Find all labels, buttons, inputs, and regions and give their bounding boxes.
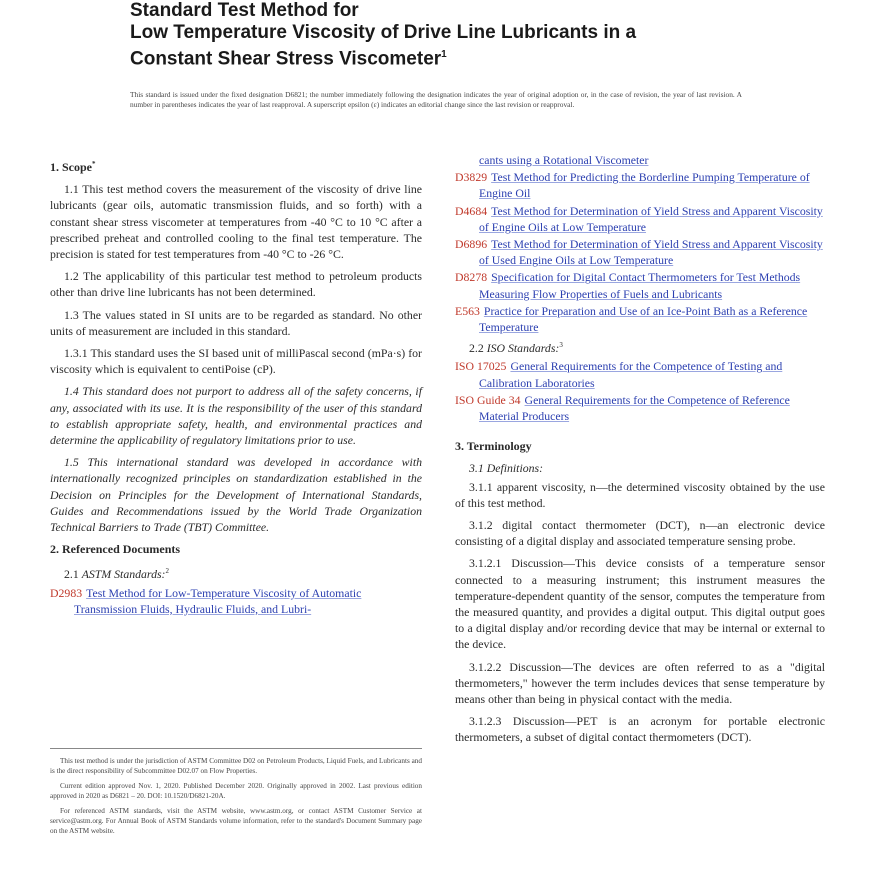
ref-d4684[interactable] — [455, 203, 825, 235]
title-block — [130, 0, 770, 70]
ref-iso-guide-34[interactable] — [455, 392, 825, 424]
title-line-1: Standard Test Method for — [130, 0, 359, 21]
para-1-3-1: 1.3.1 This standard uses the SI based unit of milliPascal second (mPa·s) for viscosity which is equivalent to centiPoise (cP). — [50, 346, 422, 377]
ref-d2983-continued[interactable]: cants using a Rotational Viscometer — [479, 153, 649, 167]
astm-standards-heading — [50, 563, 422, 582]
ref-code[interactable]: D8278 — [455, 270, 488, 285]
ref-code[interactable]: D6896 — [455, 237, 488, 252]
ref-title-link[interactable]: Test Method for Determination of Yield Stress and Apparent Viscosity of Engine Oils at Low Temperature — [479, 203, 823, 234]
ref-d6896[interactable] — [455, 236, 825, 268]
ref-title-link[interactable]: General Requirements for the Competence of Reference Material Producers — [479, 392, 790, 423]
ref-code[interactable]: D3829 — [455, 170, 488, 185]
astm-heading-marker: 2 — [165, 567, 169, 576]
ref-title-link[interactable]: Practice for Preparation and Use of an Ice-Point Bath as a Reference Temperature — [479, 303, 808, 335]
ref-code[interactable]: D2983 — [50, 585, 83, 600]
ref-d2983[interactable] — [50, 585, 422, 617]
ref-title-link[interactable]: Test Method for Predicting the Borderline Pumping Temperature of Engine Oil — [479, 170, 810, 201]
astm-heading-num: 2.1 — [64, 567, 79, 582]
para-1-3: 1.3 The values stated in SI units are to be regarded as standard. No other units of measurement are included in this standard. — [50, 307, 422, 338]
section-scope-heading — [50, 156, 422, 175]
iso-standards-heading — [455, 337, 825, 356]
para-3-1-1: 3.1.1 apparent viscosity, n—the determined viscosity obtained by the use of this test method. — [455, 479, 825, 510]
para-1-5: 1.5 This international standard was developed in accordance with internationally recognized principles on standardization established in the Decision on Principles for the Development of International Standards, Guides and Recommendations issued by the World Trade Organization Technical Barriers to Trade (TBT) Committee. — [50, 455, 422, 535]
ref-title-link[interactable]: Test Method for Low-Temperature Viscosity of Automatic Transmission Fluids, Hydraulic Fluids, and Lubri- — [74, 585, 362, 616]
para-3-1-2: 3.1.2 digital contact thermometer (DCT), n—an electronic device consisting of a digital display and associated temperature sensing probe. — [455, 517, 825, 549]
ref-iso-17025[interactable] — [455, 358, 825, 390]
title-line-3 — [130, 44, 770, 70]
ref-d8278[interactable] — [455, 269, 825, 301]
footnote-1-edition: Current edition approved Nov. 1, 2020. Published December 2020. Originally approved in 2002. Last previous edition approved in 2020 as D6821 – 20. DOI: 10.1520/D6821-20A. — [50, 782, 422, 800]
ref-code[interactable]: ISO Guide 34 — [455, 392, 521, 407]
ref-title-link[interactable]: Specification for Digital Contact Thermometers for Test Methods Measuring Flow Properties of Fuels and Lubricants — [479, 270, 801, 301]
ref-title-link[interactable]: Test Method for Determination of Yield Stress and Apparent Viscosity of Used Engine Oils at Low Temperature — [479, 237, 823, 268]
footnote-1: This test method is under the jurisdiction of ASTM Committee D02 on Petroleum Products, Liquid Fuels, and Lubricants and is the direct responsibility of Subcommittee D02.07 on Flow Properties. — [50, 757, 422, 775]
section-referenced-docs-heading: 2. Referenced Documents — [50, 542, 181, 557]
iso-heading-num: 2.2 — [469, 341, 484, 356]
para-3-1-2-3: 3.1.2.3 Discussion—PET is an acronym for portable electronic thermometers, a subset of digital contact thermometers (DCT). — [455, 714, 825, 745]
para-3-1: 3.1 Definitions: — [469, 461, 544, 476]
ref-title-link[interactable]: General Requirements for the Competence of Testing and Calibration Laboratories — [479, 359, 783, 390]
para-1-1: 1.1 This test method covers the measurement of the viscosity of drive line lubricants (gear oils, automatic transmission fluids, and so forth) with a constant shear stress viscometer at temperatures from -40 °C to 10 °C after a prescribed preheat and controlled cooling to the final test temperature. The precision is stated for test temperatures from -40 °C to -26 °C. — [50, 182, 422, 262]
scope-heading-text: 1. Scope — [50, 160, 92, 174]
title-line-2: Low Temperature Viscosity of Drive Line Lubricants in a — [130, 22, 637, 43]
para-3-1-2-1: 3.1.2.1 Discussion—This device consists of a temperature sensor connected to a measuring instrument; this instrument measures the temperature-dependent quantity of the sensor, computes the temperature from the measured quantity, and provides a digital output. This digital output goes to a digital display and/or recording device that may be internal or external to the device. — [455, 556, 825, 652]
title-line-3-text: Constant Shear Stress Viscometer — [130, 48, 442, 70]
para-1-4: 1.4 This standard does not purport to address all of the safety concerns, if any, associated with its use. It is the responsibility of the user of this standard to establish appropriate safety, health, and environmental practices and determine the applicability of regulatory limitations prior to use. — [50, 384, 422, 448]
footnotes — [50, 748, 422, 842]
ref-e563[interactable] — [455, 303, 825, 335]
title-footnote-marker: 1 — [441, 49, 447, 60]
ref-d3829[interactable] — [455, 169, 825, 201]
iso-heading-marker: 3 — [559, 341, 563, 350]
right-column — [455, 152, 825, 752]
ref-code[interactable]: E563 — [455, 303, 480, 318]
designation-note: This standard is issued under the fixed designation D6821; the number immediately following the designation indicates the year of original adoption or, in the case of revision, the year of last revision. A number in parentheses indicates the year of last reapproval. A superscript epsilon (ε) indicates an editorial change since the last revision or reapproval. — [130, 90, 742, 109]
footnote-2: For referenced ASTM standards, visit the ASTM website, www.astm.org, or contact ASTM Customer Service at service@astm.org. For Annual Book of ASTM Standards volume information, refer to the standard's Document Summary page on the ASTM website. — [50, 807, 422, 835]
iso-heading-label: ISO Standards: — [486, 341, 560, 356]
ref-code[interactable]: D4684 — [455, 203, 488, 218]
section-terminology-heading: 3. Terminology — [455, 439, 532, 454]
ref-code[interactable]: ISO 17025 — [455, 359, 507, 374]
left-column — [50, 150, 422, 618]
scope-heading-marker: * — [92, 160, 96, 168]
para-1-2: 1.2 The applicability of this particular test method to petroleum products other than drive line lubricants has not been determined. — [50, 269, 422, 300]
para-3-1-2-2: 3.1.2.2 Discussion—The devices are often referred to as a "digital thermometers," however the term includes devices that sense temperature by means other than being in physical contact with the media. — [455, 659, 825, 707]
astm-heading-label: ASTM Standards: — [81, 567, 166, 582]
